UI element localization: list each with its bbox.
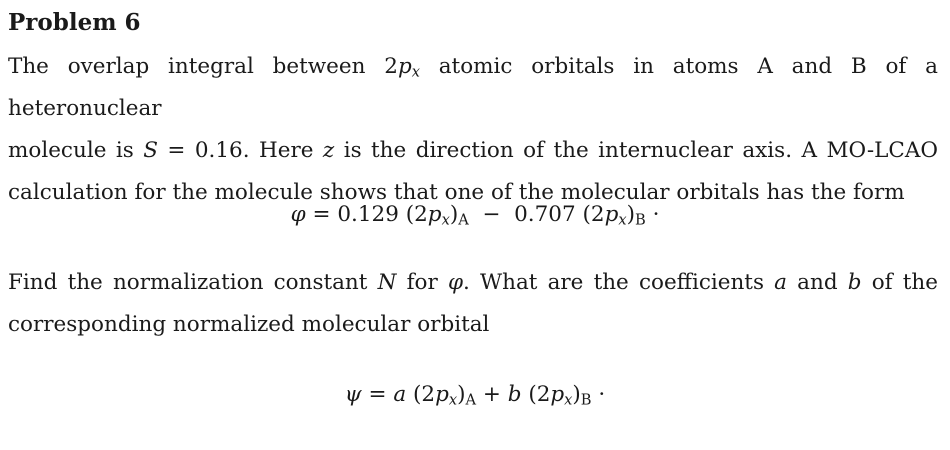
problem-statement-paragraph bbox=[8, 46, 938, 214]
question-line-2: corresponding normalized molecular orbital bbox=[8, 312, 490, 337]
question-line-1: Find the normalization constant N for φ. What are the coefficients a and b of the bbox=[8, 270, 938, 295]
question-paragraph bbox=[8, 262, 938, 346]
normalized-orbital-equation: ψ = a $(2p_x)_A + b$ $(2p_x)_B$ · bbox=[344, 382, 606, 409]
statement-line-2: molecule is S = 0.16. Here z is the direction of the internuclear axis. A MO-LCAO bbox=[8, 138, 939, 163]
statement-line-3: calculation for the molecule shows that one of the molecular orbitals has the form bbox=[8, 180, 905, 205]
problem-title: Problem 6 bbox=[8, 9, 141, 36]
statement-line-1: The overlap integral between $2p_x$ atomic orbitals in atoms A and B of a heteronuclear bbox=[8, 54, 938, 121]
molecular-orbital-equation: φ = 0.129 $(2p_x)_A - 0.707$ $(2p_x)_B$ · bbox=[290, 202, 660, 229]
